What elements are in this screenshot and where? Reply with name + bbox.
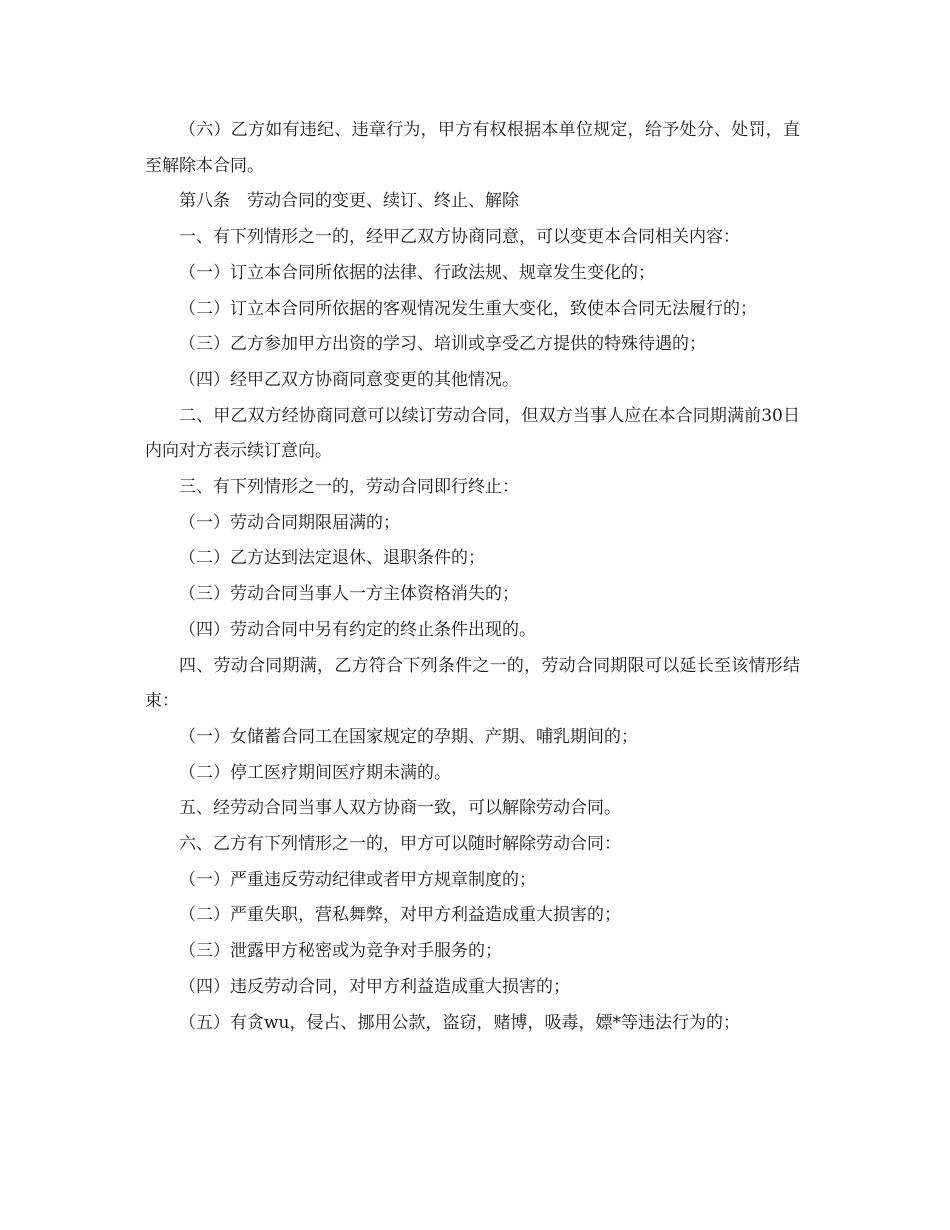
list-item: （五）有贪wu，侵占、挪用公款，盗窃，赌博，吸毒，嫖*等违法行为的； xyxy=(179,1012,740,1033)
list-item: （二）订立本合同所依据的客观情况发生重大变化，致使本合同无法履行的； xyxy=(179,298,757,319)
paragraph-dismissal-conditions: 六、乙方有下列情形之一的，甲方可以随时解除劳动合同： xyxy=(179,834,621,855)
paragraph-renewal: 二、甲乙双方经协商同意可以续订劳动合同，但双方当事人应在本合同期满前30日内向对方表示续订意向。 xyxy=(145,405,800,462)
list-item: （四）劳动合同中另有约定的终止条件出现的。 xyxy=(179,619,536,640)
list-item: （一）劳动合同期限届满的； xyxy=(179,512,400,533)
list-item: （二）严重失职，营私舞弊，对甲方利益造成重大损害的； xyxy=(179,905,621,926)
list-item: （一）订立本合同所依据的法律、行政法规、规章发生变化的； xyxy=(179,262,655,283)
paragraph-change-conditions: 一、有下列情形之一的，经甲乙双方协商同意，可以变更本合同相关内容： xyxy=(179,227,740,248)
paragraph-termination-conditions: 三、有下列情形之一的，劳动合同即行终止： xyxy=(179,477,519,498)
list-item: （二）乙方达到法定退休、退职条件的； xyxy=(179,548,485,569)
list-item: （二）停工医疗期间医疗期未满的。 xyxy=(179,762,451,783)
paragraph-mutual-dissolution: 五、经劳动合同当事人双方协商一致，可以解除劳动合同。 xyxy=(179,798,621,819)
article-8-heading: 第八条 劳动合同的变更、续订、终止、解除 xyxy=(179,191,519,212)
list-item: （四）经甲乙双方协商同意变更的其他情况。 xyxy=(179,369,519,390)
list-item: （三）乙方参加甲方出资的学习、培训或享受乙方提供的特殊待遇的； xyxy=(179,334,706,355)
paragraph-clause-6-discipline: （六）乙方如有违纪、违章行为，甲方有权根据本单位规定，给予处分、处罚，直至解除本合同。 xyxy=(145,120,800,176)
contract-text-body xyxy=(145,113,800,1041)
list-item: （一）女储蓄合同工在国家规定的孕期、产期、哺乳期间的； xyxy=(179,726,638,747)
list-item: （一）严重违反劳动纪律或者甲方规章制度的； xyxy=(179,869,536,890)
paragraph-extension-conditions: 四、劳动合同期满，乙方符合下列条件之一的，劳动合同期限可以延长至该情形结束： xyxy=(145,655,800,712)
list-item: （三）劳动合同当事人一方主体资格消失的； xyxy=(179,584,519,605)
list-item: （三）泄露甲方秘密或为竞争对手服务的； xyxy=(179,941,502,962)
list-item: （四）违反劳动合同，对甲方利益造成重大损害的； xyxy=(179,976,570,997)
